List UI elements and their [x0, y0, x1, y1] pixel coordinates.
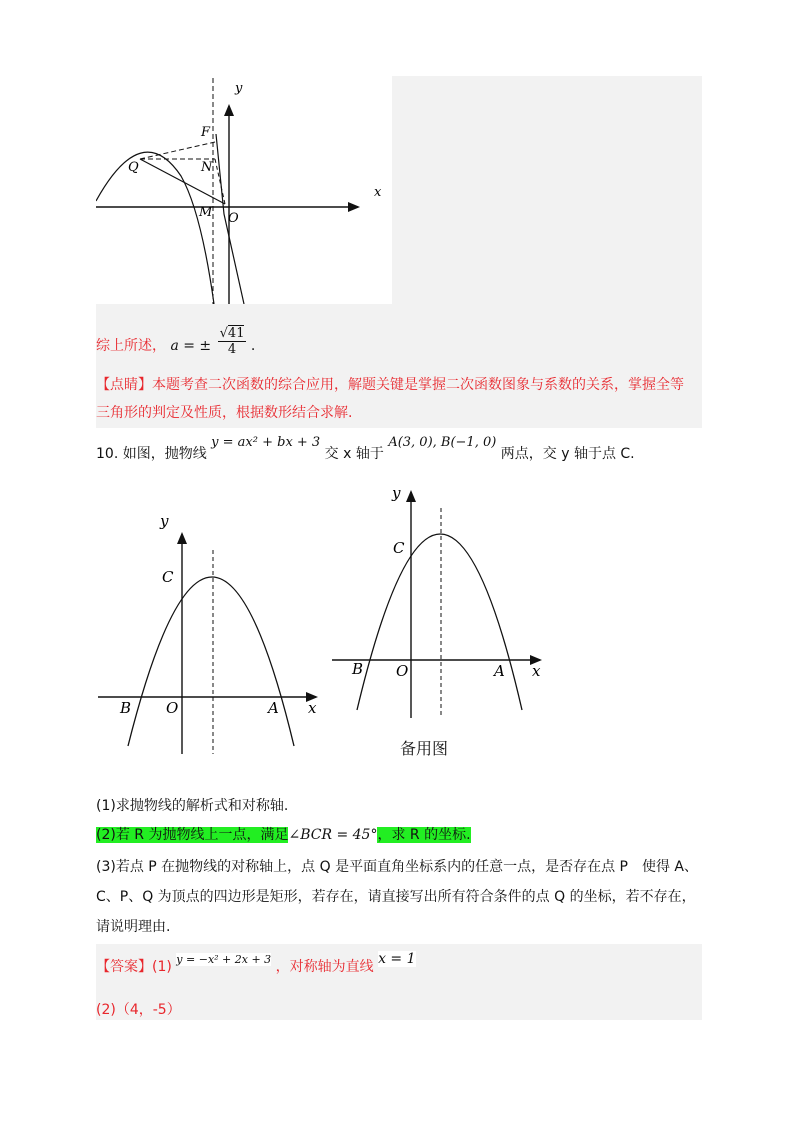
problem-mid: 交 x 轴于 [324, 446, 384, 462]
figure-2 [330, 478, 550, 718]
summary-fraction [218, 326, 247, 357]
figure-1 [96, 508, 326, 754]
question-3-line-1: (3)若点 P 在抛物线的对称轴上，点 Q 是平面直角坐标系内的任意一点，是否存在点 P 使得 A、 [96, 859, 699, 875]
figure-2-caption: 备用图 [400, 739, 449, 758]
fig1-b-label: B [120, 699, 132, 717]
fig1-o-label: O [166, 699, 179, 717]
top-o-label: O [228, 211, 239, 226]
fig1-a-label: A [268, 699, 279, 717]
question-1: (1)求抛物线的解析式和对称轴. [96, 798, 289, 814]
comment-text-1: 本题考查二次函数的综合应用，解题关键是掌握二次函数图象与系数的关系，掌握全等 [152, 377, 684, 393]
question-2-angle: ∠BCR = 45° [288, 827, 378, 843]
answer-part1-number: (1) [152, 959, 172, 975]
summary-period: . [250, 338, 256, 354]
answer-line-1 [96, 951, 416, 976]
fig2-b-label: B [352, 660, 364, 678]
question-2 [96, 824, 471, 844]
answer-part1-axis: x = 1 [378, 951, 416, 967]
comment-tag: 【点睛】 [96, 377, 152, 393]
summary-line [96, 326, 255, 360]
fig2-x-label: x [532, 662, 541, 680]
summary-prefix: 综上所述， [96, 338, 166, 354]
top-m-label: M [199, 205, 213, 220]
top-f-label: F [201, 125, 211, 140]
top-x-label: x [374, 185, 382, 200]
fig1-c-label: C [162, 568, 174, 586]
fig2-c-label: C [393, 539, 405, 557]
question-2-pre: (2)若 R 为抛物线上一点，满足 [96, 827, 289, 843]
question-3-line-2: C、P、Q 为顶点的四边形是矩形，若存在，请直接写出所有符合条件的点 Q 的坐标，若不存在， [96, 889, 696, 905]
answer-line-2: (2)（4，-5） [96, 1002, 181, 1018]
sqrt-icon: √ [219, 326, 228, 341]
question-3-line-3: 请说明理由. [96, 919, 171, 935]
summary-denominator: 4 [227, 342, 237, 357]
comment-line-2: 三角形的判定及性质，根据数形结合求解. [96, 405, 353, 421]
top-q-label: Q [128, 160, 139, 175]
summary-formula: a = ± [170, 338, 212, 354]
problem-number: 10. [96, 446, 119, 462]
summary-numerator: 41 [227, 326, 245, 341]
top-n-label: N [201, 160, 213, 175]
top-y-label: y [235, 81, 243, 96]
answer-part1-equation: y = −x² + 2x + 3 [176, 953, 272, 966]
problem-end: 两点，交 y 轴于点 C. [500, 446, 635, 462]
fig2-a-label: A [494, 662, 505, 680]
comment-line-1 [96, 374, 684, 394]
question-2-post: ，求 R 的坐标. [377, 827, 471, 843]
problem-points: A(3, 0), B(−1, 0) [388, 435, 497, 450]
fig1-y-label: y [160, 512, 169, 530]
problem-equation: y = ax² + bx + 3 [211, 435, 321, 450]
problem-intro: 如图，抛物线 [122, 446, 207, 462]
fig2-y-label: y [392, 484, 401, 502]
answer-tag: 【答案】 [96, 959, 152, 975]
fig1-x-label: x [308, 699, 317, 717]
top-figure [96, 76, 392, 304]
answer-part1-mid: ，对称轴为直线 [275, 959, 374, 975]
fig2-o-label: O [396, 662, 409, 680]
problem-statement [96, 435, 635, 463]
